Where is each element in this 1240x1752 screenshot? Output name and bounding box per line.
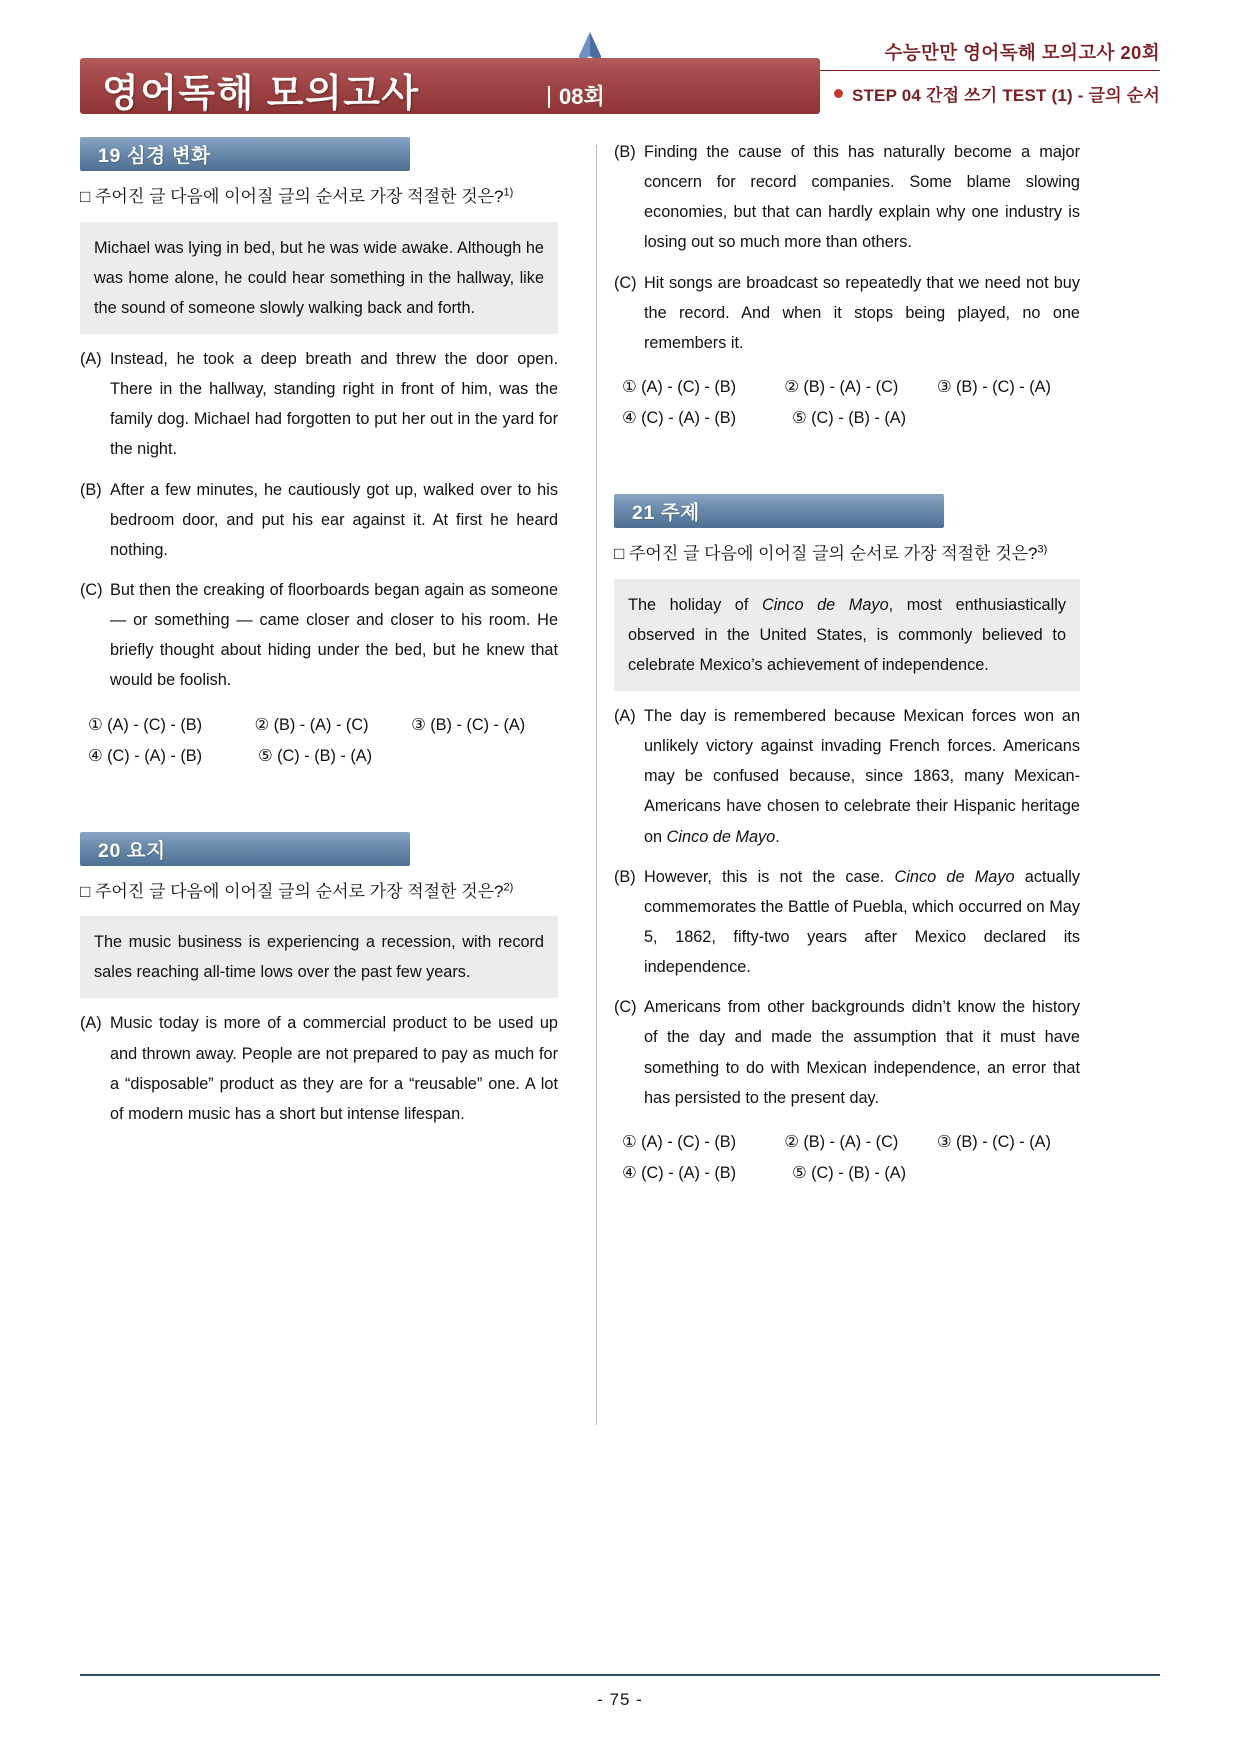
column-divider [596,145,597,1425]
option-part: The day is remembered because Mexican forces won an unlikely victory against invading French forces. Americans may be confused because, since 1863, many Mexican-Americans have chosen to celebrate their Hispanic heritage on [644,706,1080,846]
answer-choice-1[interactable]: ① (A) - (C) - (B) [622,377,737,396]
question-prompt-19 [80,185,558,210]
answer-choice-4[interactable]: ④ (C) - (A) - (B) [88,746,203,765]
answer-row [80,710,558,741]
question-footnote-19: 1) [503,186,514,199]
question-block-20 [80,832,558,1129]
option-label: (A) [614,706,636,725]
answer-choice-4[interactable]: ④ (C) - (A) - (B) [622,1163,737,1182]
answer-choice-1[interactable]: ① (A) - (C) - (B) [622,1132,737,1151]
block-spacer [614,434,1080,494]
option-label: (A) [80,350,102,369]
option-part: actually commemorates the Battle of Puebla, which occurred on May 5, 1862, fifty-two years after Mexico declared its independence. [644,867,1080,977]
option-paragraph [80,1008,558,1129]
question-passage-20: The music business is experiencing a recession, with record sales reaching all-time lows over the past few years. [80,916,558,998]
answer-choice-2[interactable]: ② (B) - (A) - (C) [784,377,899,396]
option-label: (C) [614,273,637,292]
right-column [580,137,1080,1189]
option-label: (B) [614,143,636,161]
option-label: (C) [80,581,103,600]
passage-part-italic: Cinco de Mayo [761,595,889,614]
answer-choice-5[interactable]: ⑤ (C) - (B) - (A) [792,1163,907,1182]
option-text: Finding the cause of this has naturally become a major concern for record companies. Some blame slowing economies, but that can hardly explain why one industry is losing out so much more than others. [644,143,1080,252]
option-part-italic: Cinco de Mayo [666,827,776,846]
option-text: Hit songs are broadcast so repeatedly that we need not buy the record. And when it stops being played, no one remembers it. [644,273,1080,352]
option-text: Instead, he took a deep breath and threw the door open. There in the hallway, standing right in front of him, was the family dog. Michael had forgotten to put her out in the yard for the night. [110,350,558,459]
option-paragraph [614,992,1080,1113]
question-passage-19: Michael was lying in bed, but he was wide awake. Although he was home alone, he could hear something in the hallway, like the sound of someone slowly walking back and forth. [80,222,558,334]
block-spacer [80,772,558,832]
answer-row [614,1158,1080,1189]
option-text: Americans from other backgrounds didn’t know the history of the day and made the assumption that it must have something to do with Mexican independence, an error that has persisted to the present day. [644,998,1080,1107]
option-paragraph [614,862,1080,983]
question-footnote-20: 2) [503,880,514,893]
option-paragraph [614,137,1080,258]
question-footnote-21: 3) [1037,543,1048,556]
bullet-dot-icon [834,89,843,98]
question-banner-label-19: 19 심경 변화 [98,145,211,167]
question-block-20-continued [614,137,1080,434]
question-prompt-text-19: □ 주어진 글 다음에 이어질 글의 순서로 가장 적절한 것은? [80,187,504,206]
option-text [644,701,1080,852]
question-block-21 [614,494,1080,1189]
option-paragraph [80,575,558,696]
option-paragraph [614,268,1080,358]
answer-row [80,741,558,772]
question-prompt-21 [614,542,1080,567]
page-title: 영어독해 모의고사 [102,73,420,115]
page-number: - 75 - [597,1690,643,1709]
answer-choices-19 [80,710,558,772]
option-text: But then the creaking of floorboards began again as someone — or something — came closer and closer to his room. He briefly thought about hiding under the bed, but he knew that would be foolish. [110,581,558,690]
question-banner-label-21: 21 주제 [632,501,700,524]
answer-choice-3[interactable]: ③ (B) - (C) - (A) [411,715,526,734]
page-header [80,0,1160,125]
option-part: However, this is not the case. [644,867,895,886]
answer-row [614,372,1080,403]
question-banner-21 [614,494,944,528]
question-prompt-text-20: □ 주어진 글 다음에 이어질 글의 순서로 가장 적절한 것은? [80,881,504,901]
answer-choice-3[interactable]: ③ (B) - (C) - (A) [936,1132,1051,1151]
passage-part: The holiday of [628,595,762,614]
option-label: (B) [614,867,636,886]
answer-choices-21 [614,1127,1080,1189]
answer-choice-5[interactable]: ⑤ (C) - (B) - (A) [792,408,907,427]
answer-choice-2[interactable]: ② (B) - (A) - (C) [784,1132,899,1151]
answer-choice-1[interactable]: ① (A) - (C) - (B) [88,715,203,734]
question-banner-19 [80,137,410,171]
option-paragraph [614,701,1080,852]
answer-choices-20 [614,372,1080,434]
question-banner-20 [80,832,410,866]
round-label: 08회 [548,86,605,108]
answer-choice-3[interactable]: ③ (B) - (C) - (A) [936,377,1051,396]
question-prompt-text-21: □ 주어진 글 다음에 이어질 글의 순서로 가장 적절한 것은? [614,543,1038,563]
answer-row [614,403,1080,434]
answer-choice-2[interactable]: ② (B) - (A) - (C) [254,715,369,734]
header-step-text: STEP 04 간접 쓰기 TEST (1) - 글의 순서 [851,86,1160,106]
answer-row [614,1127,1080,1158]
header-series-title: 수능만만 영어독해 모의고사 20회 [884,42,1160,63]
option-part: . [775,827,780,846]
question-prompt-20 [80,880,558,905]
answer-choice-4[interactable]: ④ (C) - (A) - (B) [622,408,737,427]
page-footer [80,1674,1160,1710]
option-label: (A) [80,1014,102,1033]
passage-part: , most enthusiastically observed in the United States, is commonly believed to celebrate Mexico’s achievement of independence. [628,595,1066,674]
option-label: (C) [614,998,637,1017]
question-passage-21 [614,579,1080,691]
option-label: (B) [80,480,102,499]
option-text: Music today is more of a commercial product to be used up and thrown away. People are not prepared to pay as much for a “disposable” product as they are for a “reusable” one. A lot of modern music has a short but intense lifespan. [110,1014,558,1123]
answer-choice-5[interactable]: ⑤ (C) - (B) - (A) [258,746,373,765]
option-paragraph [80,475,558,565]
question-banner-label-20: 20 요지 [98,839,166,862]
content-columns [80,137,1160,1189]
option-text [644,862,1080,983]
footer-divider [80,1674,1160,1676]
option-paragraph [80,344,558,465]
question-block-19 [80,137,558,772]
option-part-italic: Cinco de Mayo [894,867,1015,886]
option-text: After a few minutes, he cautiously got up, walked over to his bedroom door, and put his ear against it. At first he heard nothing. [110,480,558,559]
left-column [80,137,580,1189]
